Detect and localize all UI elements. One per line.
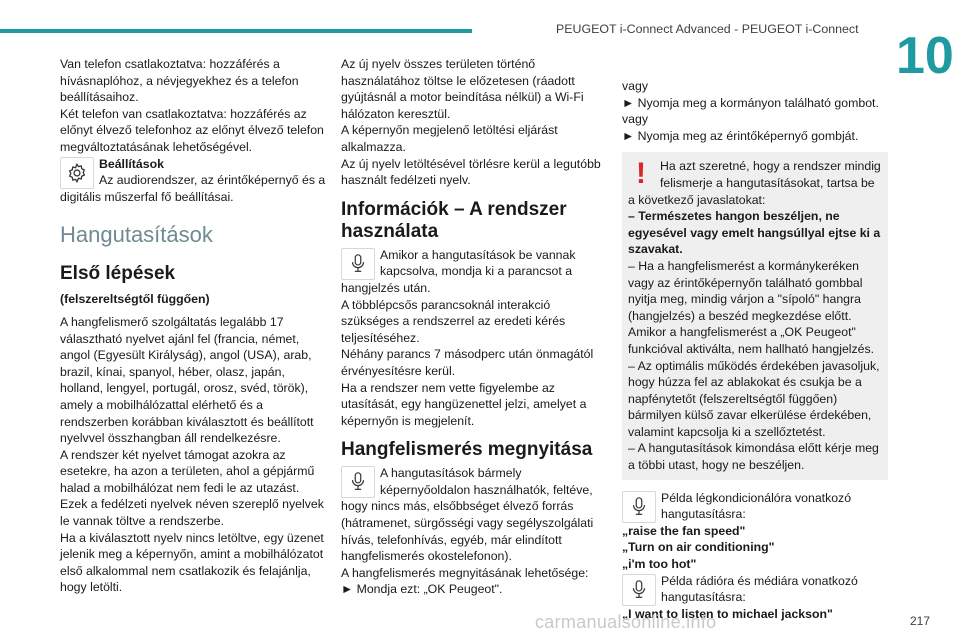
settings-text: Az audiorendszer, az érintőképernyő és a digitális műszerfal fő beállításai. xyxy=(60,173,326,204)
note-intro: Ha azt szeretné, hogy a rendszer mindig felismerje a hangutasításokat, tartsa be a következő javaslatokat: xyxy=(628,159,881,207)
note-box xyxy=(622,152,888,479)
paragraph: Van telefon csatlakoztatva: hozzáférés a hívásnaplóhoz, a névjegyekhez és a telefon beállításaihoz. xyxy=(60,57,299,105)
settings-block xyxy=(60,156,328,206)
warning-icon: ! xyxy=(636,157,646,191)
example-command: „raise the fan speed" xyxy=(622,523,746,538)
paragraph: Az új nyelv összes területen történő használatához töltse le előzetesen (ráadott gyújtásnál a motor beindítása nélkül) a Wi-Fi hálózaton keresztül. xyxy=(341,57,584,121)
paragraph: vagy xyxy=(622,79,648,93)
settings-title: Beállítások xyxy=(99,156,164,171)
paragraph: Ha a rendszer nem vette figyelembe az utasítását, egy hangüzenettel jelzi, amelyet a képernyőn is megjelenít. xyxy=(341,380,587,428)
watermark: carmanualsonline.info xyxy=(535,612,717,632)
paragraph: A többlépcsős parancsoknál interakció szükséges a rendszerrel az eredeti kérés teljesítéséhez. xyxy=(341,297,566,345)
microphone-icon xyxy=(341,248,375,280)
gear-icon xyxy=(60,157,94,189)
paragraph: ► Nyomja meg a kormányon található gombot. xyxy=(622,95,879,110)
section-title: Hangutasítások xyxy=(60,222,213,248)
header-title: PEUGEOT i-Connect Advanced - PEUGEOT i-Connect xyxy=(556,22,859,36)
paragraph: Az új nyelv letöltésével törlésre kerül a legutóbb használt fedélzeti nyelv. xyxy=(341,156,601,188)
chapter-number: 10 xyxy=(896,27,954,85)
header-accent-bar xyxy=(0,29,472,33)
paragraph: Néhány parancs 7 másodperc után önmagától érvényesítésre kerül. xyxy=(341,347,594,378)
column-1 xyxy=(60,56,328,596)
microphone-icon xyxy=(341,466,375,498)
section-title: Információk – A rendszer használata xyxy=(341,198,567,242)
column-3 xyxy=(622,78,888,622)
note-bold: – Természetes hangon beszéljen, ne egyesével vagy emelt hangsúllyal ejtse ki a szavakat. xyxy=(628,209,881,257)
example-text: Példa rádióra és médiára vonatkozó hangutasításra: xyxy=(661,573,858,605)
note-paragraph: – Ha a hangfelismerést a kormánykeréken vagy az érintőképernyőn található gombbal nyitja meg, mindig várjon a "sípoló" hangra (hangjelzés) a beszéd megkezdése előtt. xyxy=(628,258,863,323)
paragraph: Ha a kiválasztott nyelv nincs letöltve, egy üzenet jelenik meg a képernyőn, amint a mobilhálózatot első alkalommal nem csatlakozik és felajánlja, hogy letölti. xyxy=(60,530,324,595)
open-text: A hangutasítások bármely képernyőoldalon használhatók, feltéve, hogy nincs más, elsőbbséget élvező forrás (hátramenet, sürgősségi vagy segélyszolgálati hívás, telefonhívás, egyéb, már elindított hangfelismerés okostelefonon). xyxy=(341,466,594,564)
paragraph: Két telefon van csatlakoztatva: hozzáférés az előnyt élvező telefonhoz az előnyt élvező telefon megváltoztatásának lehetőségével. xyxy=(60,106,324,154)
paragraph: ► Mondja ezt: „OK Peugeot". xyxy=(341,582,503,597)
note-paragraph: – Az optimális működés érdekében javasoljuk, hogy húzza fel az ablakokat és csukja be a napfénytetőt (felszereltségtől függően) bármilyen külső zavar elkerülése érdekében, valamint kapcsolja ki a szellőztetést. xyxy=(628,358,880,439)
example-ac-block xyxy=(622,490,888,573)
info-block xyxy=(341,247,603,297)
example-command: „I want to listen to michael jackson" xyxy=(622,606,833,621)
subsection-note: (felszereltségtől függően) xyxy=(60,292,210,307)
page-number: 217 xyxy=(910,614,931,628)
microphone-icon xyxy=(622,491,656,523)
example-text: Példa légkondicionálóra vonatkozó hangutasításra: xyxy=(661,490,852,522)
note-paragraph: – A hangutasítások kimondása előtt kérje meg a többi utast, hogy ne beszéljen. xyxy=(628,441,879,473)
paragraph: A képernyőn megjelenő letöltési eljárást alkalmazza. xyxy=(341,123,558,154)
paragraph: A hangfelismerés megnyitásának lehetősége: xyxy=(341,565,589,580)
paragraph: A hangfelismerő szolgáltatás legalább 17 választható nyelvet ajánl fel (francia, német, angol (Egyesült Királyság), angol (USA), arab, brazil, kínai, spanyol, héber, olasz, japán, holland, lengyel, portugál, orosz, svéd, török), amely a mobilhálózattal elérhető és a rendszerben korábban kiválasztott és beállított nyelvvel összhangban áll rendelkezésre. xyxy=(60,314,314,446)
open-block xyxy=(341,465,603,565)
example-command: „i'm too hot" xyxy=(622,557,697,572)
column-2 xyxy=(341,56,603,598)
paragraph: ► Nyomja meg az érintőképernyő gombját. xyxy=(622,128,859,143)
subsection-title: Első lépések xyxy=(60,263,176,285)
paragraph: A rendszer két nyelvet támogat azokra az esetekre, ha azon a területen, ahol a gépjármű halad a mobilhálózat nem fedi le az utazást. Ezek a fedélzeti nyelvek néven szereplő nyelvek le vannak töltve a rendszerbe. xyxy=(60,447,324,529)
paragraph: vagy xyxy=(622,112,648,127)
info-text: Amikor a hangutasítások be vannak kapcsolva, mondja ki a parancsot a hangjelzés után. xyxy=(341,247,576,295)
example-command: „Turn on air conditioning" xyxy=(622,540,775,555)
note-paragraph: Amikor a hangfelismerést a „OK Peugeot" funkcióval aktiválta, nem hallható hangjelzés. xyxy=(628,325,875,356)
microphone-icon xyxy=(622,574,656,606)
section-title: Hangfelismerés megnyitása xyxy=(341,439,593,461)
